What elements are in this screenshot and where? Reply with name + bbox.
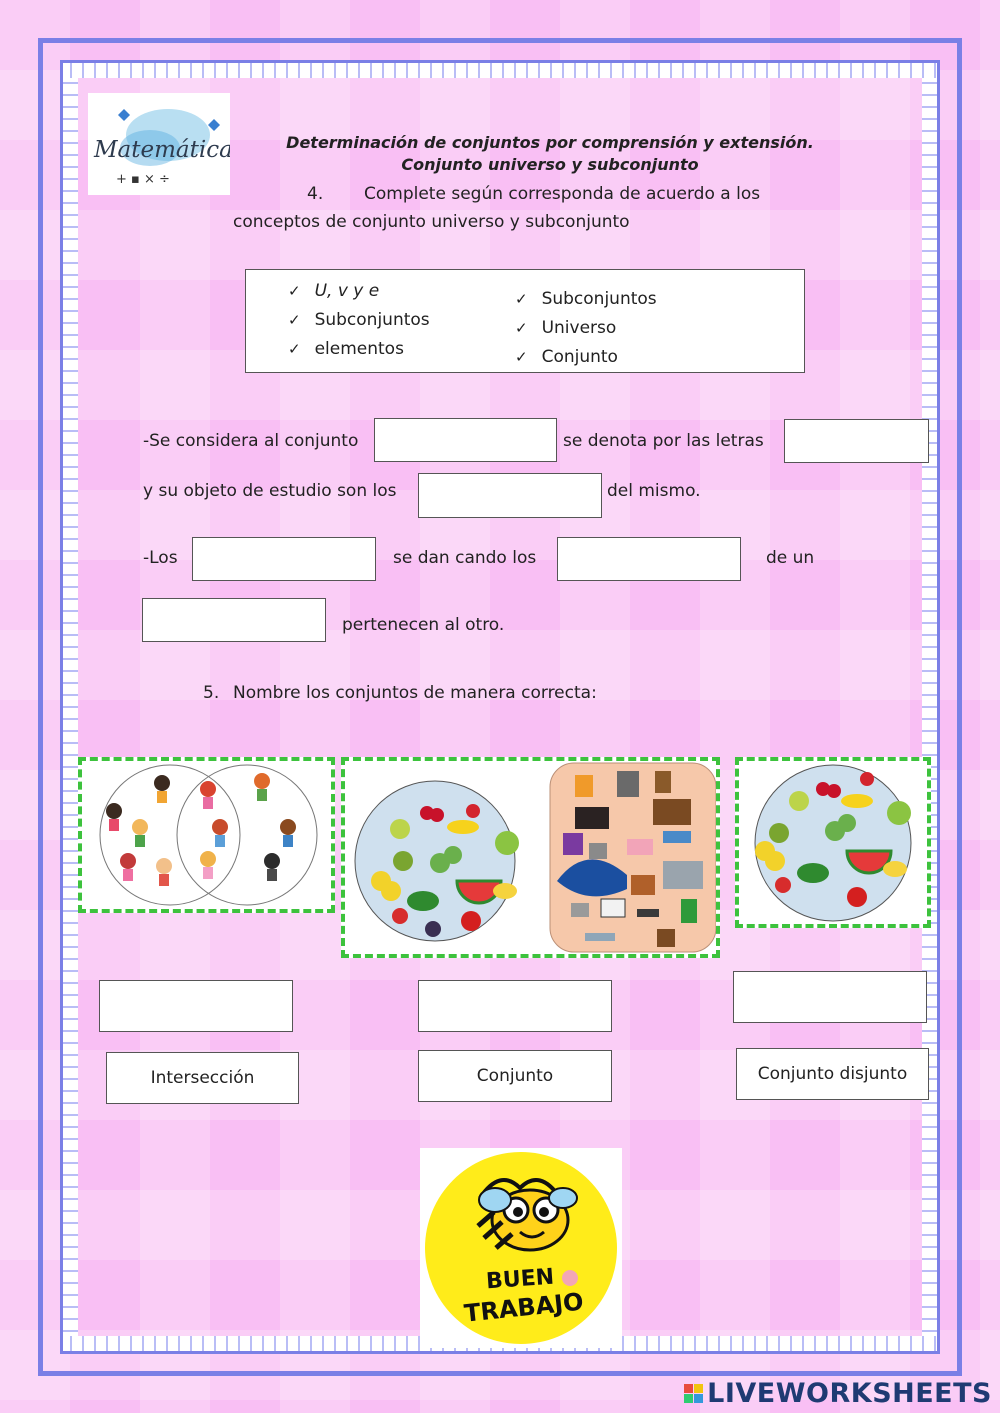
answer-field-5[interactable] bbox=[557, 537, 741, 581]
answer-field-3[interactable] bbox=[418, 473, 602, 518]
sentence-3-end: de un bbox=[766, 548, 815, 568]
picture-answer-field-3[interactable] bbox=[733, 971, 927, 1023]
answer-field-4[interactable] bbox=[192, 537, 376, 581]
word-bank-item: ✓ Universo bbox=[515, 317, 617, 338]
q5-number: 5. bbox=[203, 683, 220, 703]
fruits-animals-picture[interactable] bbox=[341, 757, 720, 958]
sentence-2-end: del mismo. bbox=[607, 481, 701, 501]
word-bank-item: ✓ elementos bbox=[288, 338, 404, 359]
word-bank-item: ✓ U, v y e bbox=[288, 280, 380, 301]
picture-answer-field-1[interactable] bbox=[99, 980, 293, 1032]
check-icon: ✓ bbox=[515, 289, 528, 308]
word-bank-item: ✓ Conjunto bbox=[515, 346, 618, 367]
label-conjunto[interactable]: Conjunto bbox=[418, 1050, 612, 1102]
answer-field-1[interactable] bbox=[374, 418, 557, 462]
liveworksheets-watermark bbox=[684, 1378, 992, 1409]
check-icon: ✓ bbox=[515, 318, 528, 337]
svg-text:TRABAJO: TRABAJO bbox=[462, 1287, 585, 1328]
svg-text:BUEN: BUEN bbox=[485, 1264, 555, 1295]
answer-field-2[interactable] bbox=[784, 419, 929, 463]
word-bank-right bbox=[515, 284, 657, 371]
sentence-1-start: -Se considera al conjunto bbox=[143, 431, 359, 451]
watermark-text: LIVEWORKSHEETS bbox=[707, 1378, 992, 1409]
sentence-2-start: y su objeto de estudio son los bbox=[143, 481, 397, 501]
q4-instruction-line1: Complete según corresponda de acuerdo a los bbox=[364, 184, 761, 204]
sentence-3-start: -Los bbox=[143, 548, 178, 568]
word-bank-left bbox=[288, 276, 430, 363]
title-line-2: Conjunto universo y subconjunto bbox=[401, 155, 699, 174]
matematica-logo bbox=[88, 93, 230, 195]
label-conjunto-disjunto[interactable]: Conjunto disjunto bbox=[736, 1048, 929, 1100]
check-icon: ✓ bbox=[288, 310, 301, 329]
q4-instruction-line2: conceptos de conjunto universo y subconjunto bbox=[233, 212, 630, 232]
check-icon: ✓ bbox=[288, 339, 301, 358]
q5-instruction: Nombre los conjuntos de manera correcta: bbox=[233, 683, 597, 703]
sentence-3-middle: se dan cando los bbox=[393, 548, 537, 568]
picture-answer-field-2[interactable] bbox=[418, 980, 612, 1032]
sentence-1-middle: se denota por las letras bbox=[563, 431, 764, 451]
venn-intersection-picture[interactable] bbox=[78, 757, 335, 913]
check-icon: ✓ bbox=[515, 347, 528, 366]
worksheet-title bbox=[250, 133, 850, 174]
svg-text:Matemática: Matemática bbox=[94, 137, 230, 163]
word-bank-item: ✓ Subconjuntos bbox=[288, 309, 430, 330]
check-icon: ✓ bbox=[288, 281, 301, 300]
q4-number: 4. bbox=[307, 184, 324, 204]
sentence-4-end: pertenecen al otro. bbox=[342, 615, 505, 635]
fruit-plate-picture[interactable] bbox=[735, 757, 931, 928]
answer-field-6[interactable] bbox=[142, 598, 326, 642]
buen-trabajo-badge bbox=[420, 1148, 622, 1348]
word-bank-item: ✓ Subconjuntos bbox=[515, 288, 657, 309]
label-interseccion[interactable]: Intersección bbox=[106, 1052, 299, 1104]
title-line-1: Determinación de conjuntos por comprensión y extensión. bbox=[286, 133, 814, 152]
child-figure-icon bbox=[106, 773, 296, 886]
svg-text:+ ▪ × ÷: + ▪ × ÷ bbox=[116, 172, 170, 187]
liveworksheets-logo-icon bbox=[684, 1384, 703, 1403]
